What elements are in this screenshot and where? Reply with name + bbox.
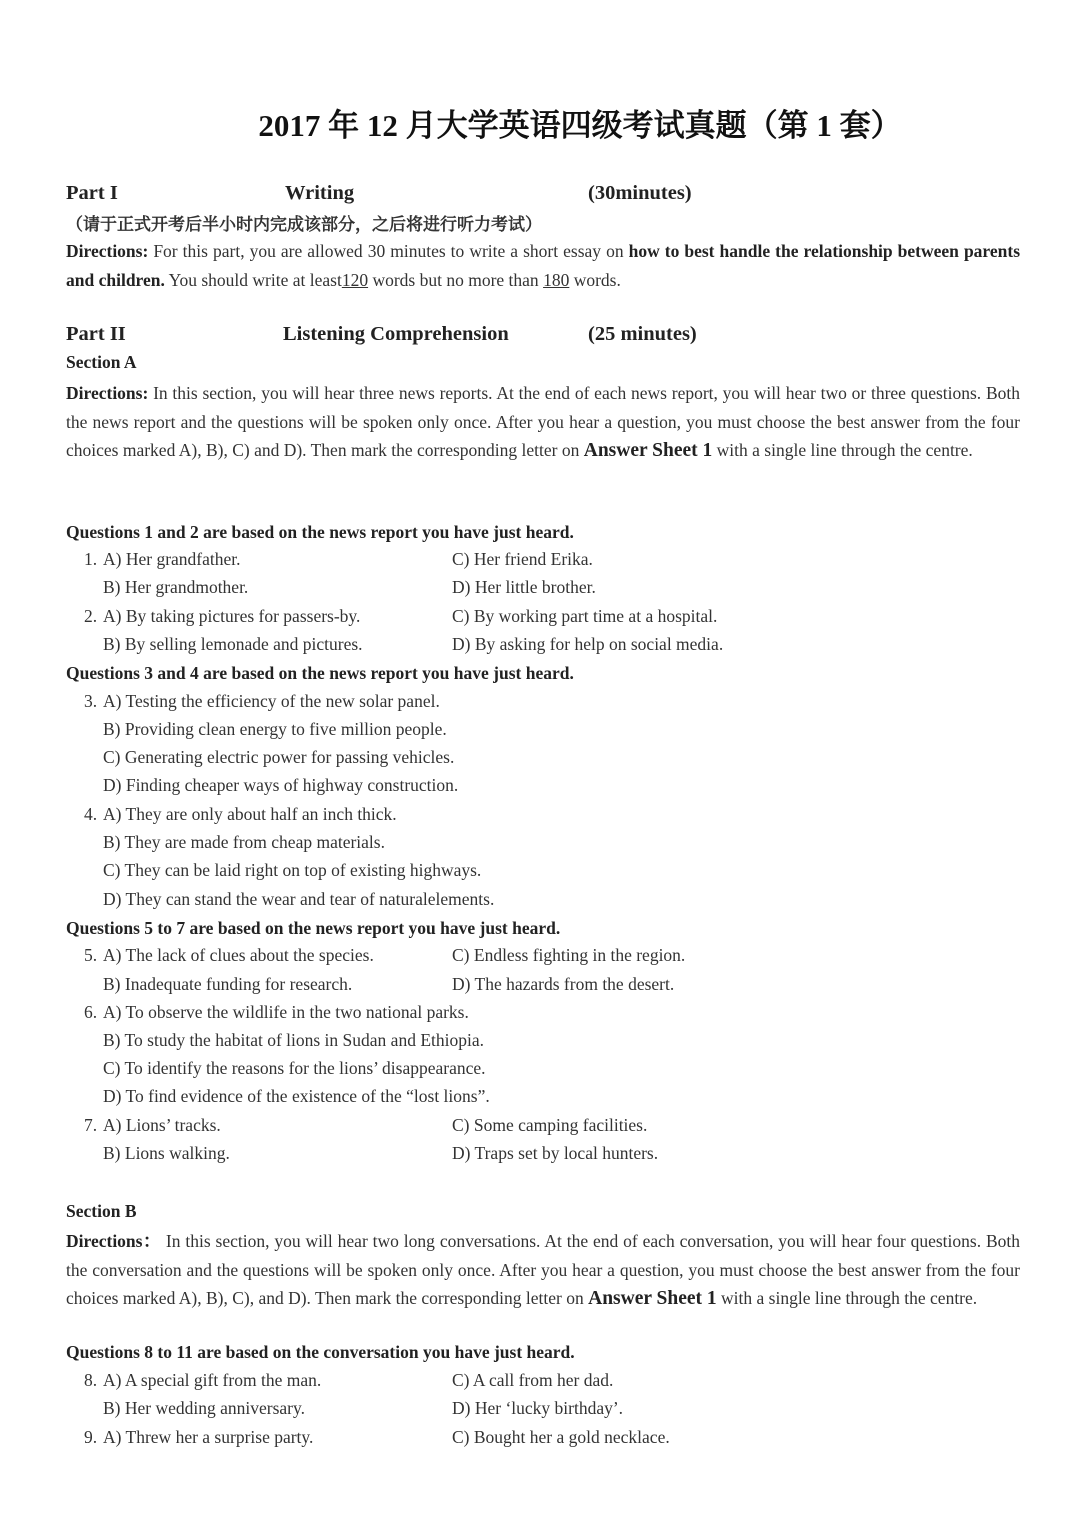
directions-text: You should write at least [164, 269, 342, 290]
part1-label: Part I [66, 182, 118, 204]
essay-topic: how to best handle the relationship between parents and children. [66, 241, 1021, 290]
option-c: C) By working part time at a hospital. [452, 606, 718, 626]
option-b: B) To study the habitat of lions in Sudan and Ethiopia. [103, 1030, 484, 1050]
option-d: D) They can stand the wear and tear of naturalelements. [103, 889, 495, 909]
option-d: D) By asking for help on social media. [452, 634, 724, 654]
directions-text: For this part, you are allowed 30 minutes to write a short essay on [148, 241, 629, 261]
option-a: A) The lack of clues about the species. [103, 945, 374, 965]
directions-text: In this section, you will hear two long conversations. At the end of each conversation, you will hear four questions. Both the conversation and the questions will be spoken only once. After you hear a question, you must choose the best answer from the four choices marked A), B), C), and D). Then mark the corresponding letter on [66, 1231, 1021, 1308]
directions-text: words. [569, 269, 621, 290]
option-a: A) They are only about half an inch thick. [103, 804, 397, 824]
directions-label: Directions: [66, 241, 149, 261]
question-number: 7. [84, 1115, 98, 1135]
option-a: A) A special gift from the man. [103, 1370, 322, 1390]
option-b: B) Her grandmother. [103, 577, 249, 597]
question-group-heading: Questions 5 to 7 are based on the news report you have just heard. [66, 918, 561, 938]
option-b: B) Lions walking. [103, 1143, 230, 1163]
question-number: 3. [84, 691, 98, 711]
option-c: C) Some camping facilities. [452, 1115, 648, 1135]
part1-time: (30minutes) [588, 182, 692, 204]
option-a: A) Testing the efficiency of the new solar panel. [103, 691, 440, 711]
question-group-heading: Questions 8 to 11 are based on the conversation you have just heard. [66, 1342, 575, 1362]
option-a: A) Threw her a surprise party. [103, 1427, 314, 1447]
directions-text: In this section, you will hear three news reports. At the end of each news report, you will hear two or three questions. Both the news report and the questions will be spoken only once. After you hear a question, you must choose the best answer from the four choices marked A), B), C) and D). Then mark the corresponding letter on [66, 383, 1020, 460]
option-b: B) Her wedding anniversary. [103, 1398, 305, 1418]
option-d: D) Her little brother. [452, 577, 596, 597]
question-number: 1. [84, 549, 98, 569]
question-group-heading: Questions 3 and 4 are based on the news report you have just heard. [66, 663, 574, 683]
directions-text: with a single line through the centre. [712, 440, 973, 460]
option-a: A) To observe the wildlife in the two national parks. [103, 1002, 469, 1022]
option-d: D) The hazards from the desert. [452, 974, 675, 994]
question-number: 8. [84, 1370, 98, 1390]
option-c: C) Her friend Erika. [452, 549, 593, 569]
option-c: C) Bought her a gold necklace. [452, 1427, 670, 1447]
part1-name: Writing [285, 182, 355, 204]
option-d: D) Her ‘lucky birthday’. [452, 1398, 624, 1418]
option-a: A) By taking pictures for passers-by. [103, 606, 361, 626]
option-b: B) Inadequate funding for research. [103, 974, 353, 994]
answer-sheet-ref: Answer Sheet 1 [588, 1288, 717, 1309]
option-c: C) Endless fighting in the region. [452, 945, 686, 965]
option-a: A) Her grandfather. [103, 549, 241, 569]
directions-text: with a single line through the centre. [716, 1288, 978, 1308]
option-d: D) To find evidence of the existence of the “lost lions”. [103, 1086, 490, 1106]
section-a-label: Section A [66, 352, 137, 372]
option-d: D) Traps set by local hunters. [452, 1143, 659, 1163]
option-c: C) They can be laid right on top of existing highways. [103, 860, 482, 880]
question-group-heading: Questions 1 and 2 are based on the news report you have just heard. [66, 522, 574, 542]
part1-note: （请于正式开考后半小时内完成该部分，之后将进行听力考试） [66, 215, 542, 235]
section-b-label: Section B [66, 1201, 137, 1221]
option-c: C) Generating electric power for passing vehicles. [103, 747, 455, 767]
option-c: C) To identify the reasons for the lions’ disappearance. [103, 1058, 486, 1078]
question-number: 6. [84, 1002, 98, 1022]
option-a: A) Lions’ tracks. [103, 1115, 221, 1135]
section-b-directions [66, 1227, 1020, 1314]
question-number: 4. [84, 804, 98, 824]
option-d: D) Finding cheaper ways of highway construction. [103, 775, 459, 795]
part1-directions [66, 237, 1020, 294]
min-words: 120 [341, 269, 369, 290]
option-b: B) By selling lemonade and pictures. [103, 634, 363, 654]
answer-sheet-ref: Answer Sheet 1 [583, 440, 713, 461]
question-number: 2. [84, 606, 98, 626]
option-b: B) Providing clean energy to five million people. [103, 719, 447, 739]
max-words: 180 [543, 269, 570, 290]
part2-time: (25 minutes) [588, 323, 697, 345]
option-c: C) A call from her dad. [452, 1370, 614, 1390]
question-number: 5. [84, 945, 98, 965]
page-title: 2017 年 12 月大学英语四级考试真题（第 1 套） [258, 108, 902, 143]
part2-label: Part II [66, 323, 126, 345]
part2-name: Listening Comprehension [283, 323, 509, 345]
directions-label: Directions: [66, 383, 149, 403]
option-b: B) They are made from cheap materials. [103, 832, 385, 852]
directions-text: words but no more than [368, 269, 544, 290]
section-a-directions [66, 379, 1020, 466]
question-number: 9. [84, 1427, 98, 1447]
directions-label: Directions： [66, 1231, 162, 1251]
